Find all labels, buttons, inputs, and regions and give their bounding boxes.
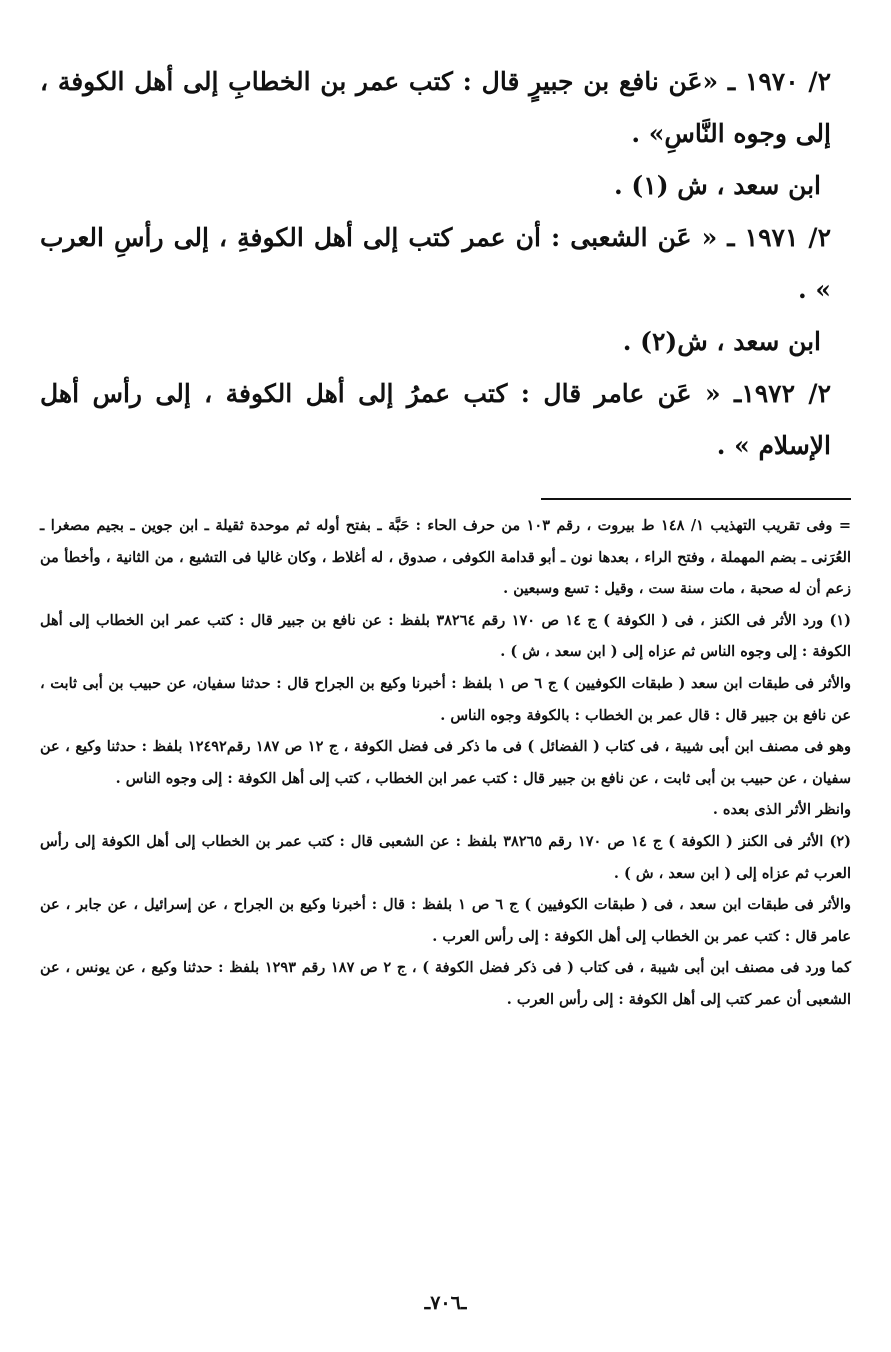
hadith-1971: ٢/ ١٩٧١ ـ « عَن الشعبى : أن عمر كتب إلى أهل الكوفةِ ، إلى رأسِ العرب » . [40, 223, 831, 304]
footnote-2-para-2: والأثر فى طبقات ابن سعد ، فى ( طبقات الكوفيين ) ج ٦ ص ١ بلفظ : قال : أخبرنا وكيع بن الجراح ، عن إسرائيل ، عن جابر ، عن عامر قال : كتب عمر بن الخطاب إلى أهل الكوفة : إلى رأس العرب . [40, 896, 851, 945]
source-1971: ابن سعد ، ش(٢) . [622, 327, 821, 356]
footnotes [40, 510, 851, 1016]
footnote-1-para-3: وهو فى مصنف ابن أبى شيبة ، فى كتاب ( الفضائل ) فى ما ذكر فى فضل الكوفة ، ج ١٢ ص ١٨٧ رقم١٢٤٩٢ بلفظ : حدثنا وكيع ، عن سفيان ، عن حبيب بن أبى ثابت ، عن نافع بن جبير قال : كتب عمر ابن الخطاب ، كتب إلى أهل الكوفة : إلى وجوه الناس . [40, 738, 851, 787]
page-number: ـ٧٠٦ـ [424, 1292, 467, 1314]
footnote-1-para-4: وانظر الأثر الذى بعده . [712, 801, 851, 819]
hadith-1970: ٢/ ١٩٧٠ ـ «عَن نافع بن جبيرٍ قال : كتب عمر بن الخطابِ إلى أهل الكوفة ، إلى وجوه النَّاسِ» . [40, 67, 831, 148]
hadith-1972: ٢/ ١٩٧٢ـ « عَن عامر قال : كتب عمرُ إلى أهل الكوفة ، إلى رأس أهل الإسلام » . [40, 379, 831, 460]
main-text [40, 56, 851, 472]
source-1970: ابن سعد ، ش (١) . [614, 171, 821, 200]
footnote-separator [541, 498, 851, 500]
footnote-1-para-2: والأثر فى طبقات ابن سعد ( طبقات الكوفيين ) ج ٦ ص ١ بلفظ : أخبرنا وكيع بن الجراح قال : حدثنا سفيان، عن حبيب بن أبى ثابت ، عن نافع بن جبير قال : قال عمر بن الخطاب : بالكوفة وجوه الناس . [40, 674, 851, 724]
footnote-1: (١) ورد الأثر فى الكنز ، فى ( الكوفة ) ج ١٤ ص ١٧٠ رقم ٣٨٢٦٤ بلفظ : عن نافع بن جبير قال : كتب عمر ابن الخطاب إلى أهل الكوفة : إلى وجوه الناس ثم عزاه إلى ( ابن سعد ، ش ) . [40, 611, 851, 661]
footnote-continuation: = وفى تقريب التهذيب ١/ ١٤٨ ط بيروت ، رقم ١٠٣ من حرف الحاء : حَبَّة ـ بفتح أوله ثم موحدة ثقيلة ـ ابن جوين ـ بجيم مصغرا ـ العُرَنى ـ بضم المهملة ، وفتح الراء ، بعدها نون ـ أبو قدامة الكوفى ، صدوق ، له أغلاط ، وكان غاليا فى التشيع ، من الثانية ، وأخطأ من زعم أن له صحبة ، مات سنة ست ، وقيل : تسع وسبعين . [40, 517, 851, 598]
footnote-2: (٢) الأثر فى الكنز ( الكوفة ) ج ١٤ ص ١٧٠ رقم ٣٨٢٦٥ بلفظ : عن الشعبى قال : كتب عمر بن الخطاب إلى أهل الكوفة إلى رأس العرب ثم عزاه إلى ( ابن سعد ، ش ) . [40, 832, 851, 882]
footnote-2-para-3: كما ورد فى مصنف ابن أبى شيبة ، فى كتاب ( فى ذكر فضل الكوفة ) ، ج ٢ ص ١٨٧ رقم ١٢٩٣ بلفظ : حدثنا وكيع ، عن يونس ، عن الشعبى أن عمر كتب إلى أهل الكوفة : إلى رأس العرب . [40, 959, 851, 1008]
book-page [40, 56, 851, 1352]
